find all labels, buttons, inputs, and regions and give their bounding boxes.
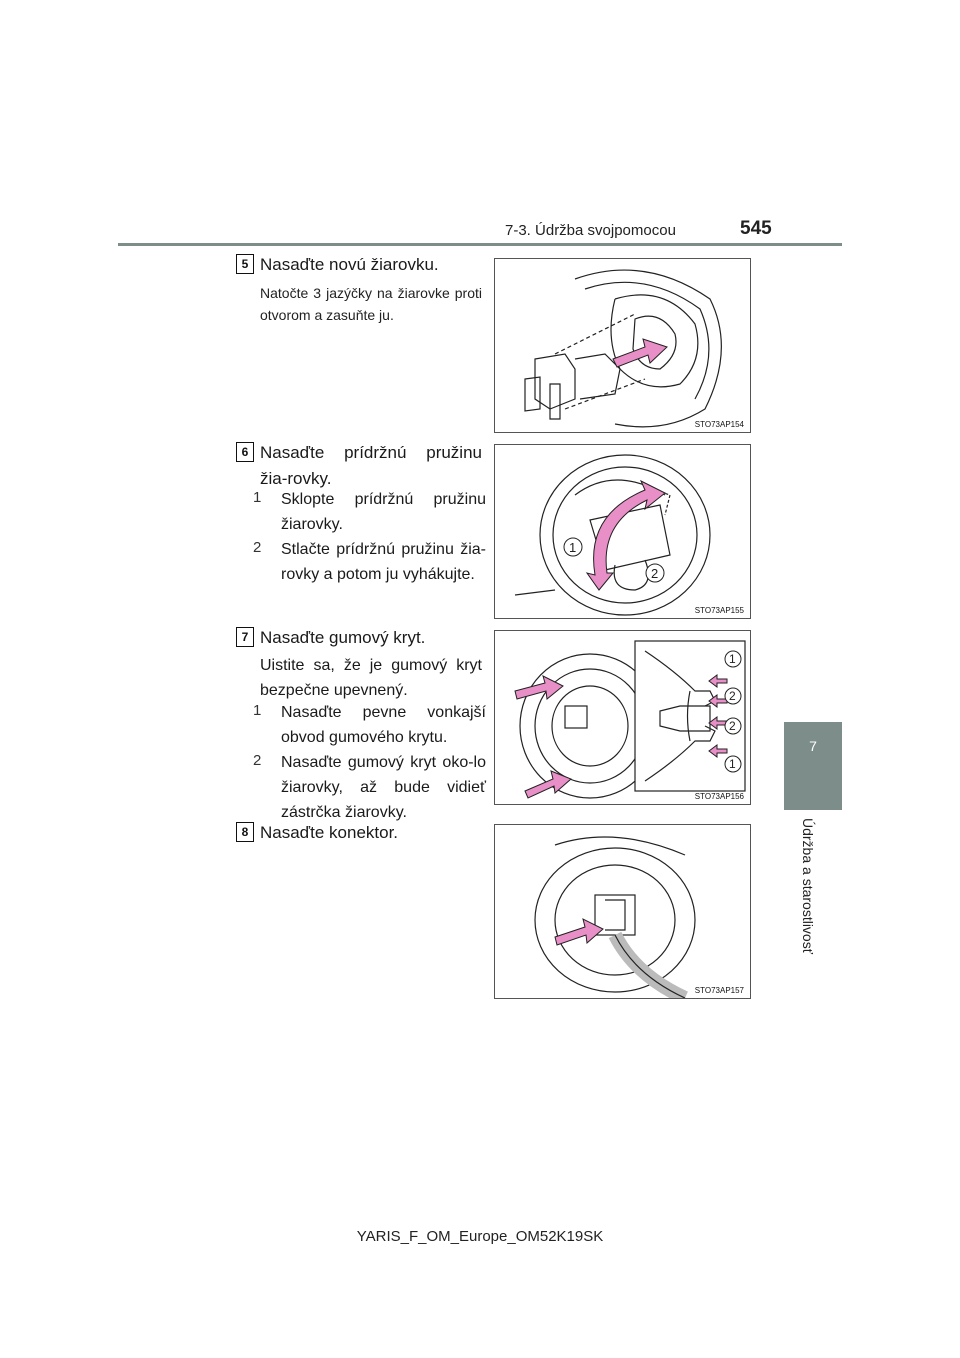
chapter-number: 7 — [809, 738, 817, 754]
callout-2: 2 — [729, 719, 736, 733]
image-code: STO73AP154 — [694, 420, 744, 429]
illustration-connector — [494, 824, 751, 999]
image-code: STO73AP156 — [694, 792, 744, 801]
illustration-bulb-spring — [494, 444, 751, 619]
callout-2: 2 — [651, 566, 659, 581]
substep-number: 2 — [253, 752, 262, 769]
step-number-8: 8 — [236, 822, 254, 842]
step-6-substep-2: Stlačte prídržnú pružinu žia-rovky a potom ju vyhákujte. — [281, 541, 486, 583]
document-footer: YARIS_F_OM_Europe_OM52K19SK — [356, 1228, 604, 1245]
callout-1: 1 — [569, 540, 577, 555]
substep-number: 2 — [253, 539, 262, 556]
step-6-title: Nasaďte prídržnú pružinu žia-rovky. — [260, 443, 482, 488]
illustration-rubber-cover — [494, 630, 751, 805]
page-number: 545 — [740, 218, 772, 239]
step-number-6: 6 — [236, 442, 254, 462]
step-7-note: Uistite sa, že je gumový kryt bezpečne upevnený. — [260, 657, 482, 699]
step-5-title: Nasaďte novú žiarovku. — [260, 255, 439, 274]
section-title: 7-3. Údržba svojpomocou — [505, 222, 676, 239]
step-7-substep-1: Nasaďte pevne vonkajší obvod gumového krytu. — [281, 704, 486, 746]
chapter-tab[interactable] — [784, 722, 842, 810]
chapter-title: Údržba a starostlivosť — [800, 818, 816, 954]
substep-number: 1 — [253, 702, 262, 719]
illustration-install-bulb — [494, 258, 751, 433]
callout-1: 1 — [729, 757, 736, 771]
substep-number: 1 — [253, 489, 262, 506]
step-7-title: Nasaďte gumový kryt. — [260, 628, 426, 647]
step-number-5: 5 — [236, 254, 254, 274]
image-code: STO73AP157 — [694, 986, 744, 995]
step-8-title: Nasaďte konektor. — [260, 823, 399, 842]
callout-1: 1 — [729, 652, 736, 666]
step-5-note: Natočte 3 jazýčky na žiarovke proti otvorom a zasuňte ju. — [260, 285, 482, 323]
step-7-substep-2: Nasaďte gumový kryt oko-lo žiarovky, až bude vidieť zástrčka žiarovky. — [281, 754, 486, 821]
callout-2: 2 — [729, 689, 736, 703]
header-divider — [118, 243, 842, 246]
step-number-7: 7 — [236, 627, 254, 647]
step-6-substep-1: Sklopte prídržnú pružinu žiarovky. — [281, 491, 486, 533]
image-code: STO73AP155 — [694, 606, 744, 615]
